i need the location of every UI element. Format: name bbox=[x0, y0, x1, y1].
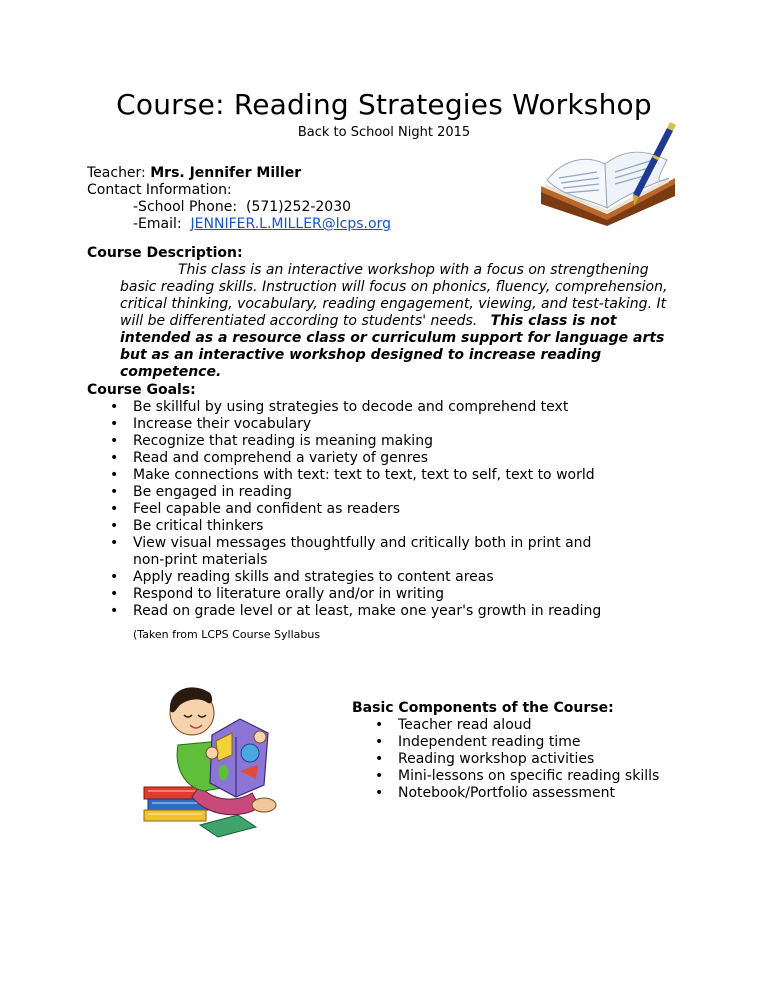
components-list bbox=[370, 717, 670, 802]
goal-item: • Read on grade level or at least, make one year's growth in reading bbox=[105, 603, 625, 620]
page-title: Course: Reading Strategies Workshop bbox=[116, 88, 652, 121]
description-heading: Course Description: bbox=[87, 245, 243, 261]
teacher-name: Mrs. Jennifer Miller bbox=[150, 165, 302, 181]
component-item: • Teacher read aloud bbox=[370, 717, 670, 734]
email-line bbox=[133, 216, 391, 233]
email-link[interactable]: JENNIFER.L.MILLER@lcps.org bbox=[190, 216, 391, 232]
goal-item: • Read and comprehend a variety of genres bbox=[105, 450, 625, 467]
goal-item: • Be skillful by using strategies to decode and comprehend text bbox=[105, 399, 625, 416]
phone-value: (571)252-2030 bbox=[245, 199, 352, 215]
open-book-pen-illustration bbox=[535, 120, 680, 228]
component-item: • Notebook/Portfolio assessment bbox=[370, 785, 670, 802]
component-item: • Reading workshop activities bbox=[370, 751, 670, 768]
goal-item: • View visual messages thoughtfully and critically both in print and non-print materials bbox=[105, 535, 625, 569]
goals-list bbox=[105, 399, 625, 620]
description-emphasis: This class is not intended as a resource class or curriculum support for language arts but as an interactive workshop designed to increase reading competence. bbox=[120, 313, 665, 380]
goal-item: • Make connections with text: text to text, text to self, text to world bbox=[105, 467, 625, 484]
goal-item: • Be engaged in reading bbox=[105, 484, 625, 501]
description-text: This class is an interactive workshop with a focus on strengthening basic reading skills. Instruction will focus on phonics, fluency, comprehension, critical thinking, vocabulary, reading engagement, viewing, and test-taking. It will be differentiated according to students' needs. bbox=[120, 262, 668, 329]
teacher-line bbox=[87, 165, 301, 182]
child-reading-illustration bbox=[140, 675, 290, 840]
goal-item: • Recognize that reading is meaning making bbox=[105, 433, 625, 450]
contact-label: Contact Information: bbox=[87, 182, 232, 198]
page-subtitle: Back to School Night 2015 bbox=[297, 125, 471, 140]
goal-item: • Respond to literature orally and/or in writing bbox=[105, 586, 625, 603]
phone-line bbox=[133, 199, 351, 216]
goal-item: • Feel capable and confident as readers bbox=[105, 501, 625, 518]
description-paragraph bbox=[120, 262, 680, 381]
goal-item: • Apply reading skills and strategies to content areas bbox=[105, 569, 625, 586]
components-heading: Basic Components of the Course: bbox=[352, 700, 614, 716]
phone-label: -School Phone: bbox=[133, 199, 238, 215]
goal-item: • Increase their vocabulary bbox=[105, 416, 625, 433]
component-item: • Mini-lessons on specific reading skills bbox=[370, 768, 670, 785]
source-note: (Taken from LCPS Course Syllabus bbox=[133, 628, 321, 641]
email-label: -Email: bbox=[133, 216, 182, 232]
component-item: • Independent reading time bbox=[370, 734, 670, 751]
teacher-label: Teacher: bbox=[87, 165, 146, 181]
goals-heading: Course Goals: bbox=[87, 382, 196, 398]
goal-item: • Be critical thinkers bbox=[105, 518, 625, 535]
